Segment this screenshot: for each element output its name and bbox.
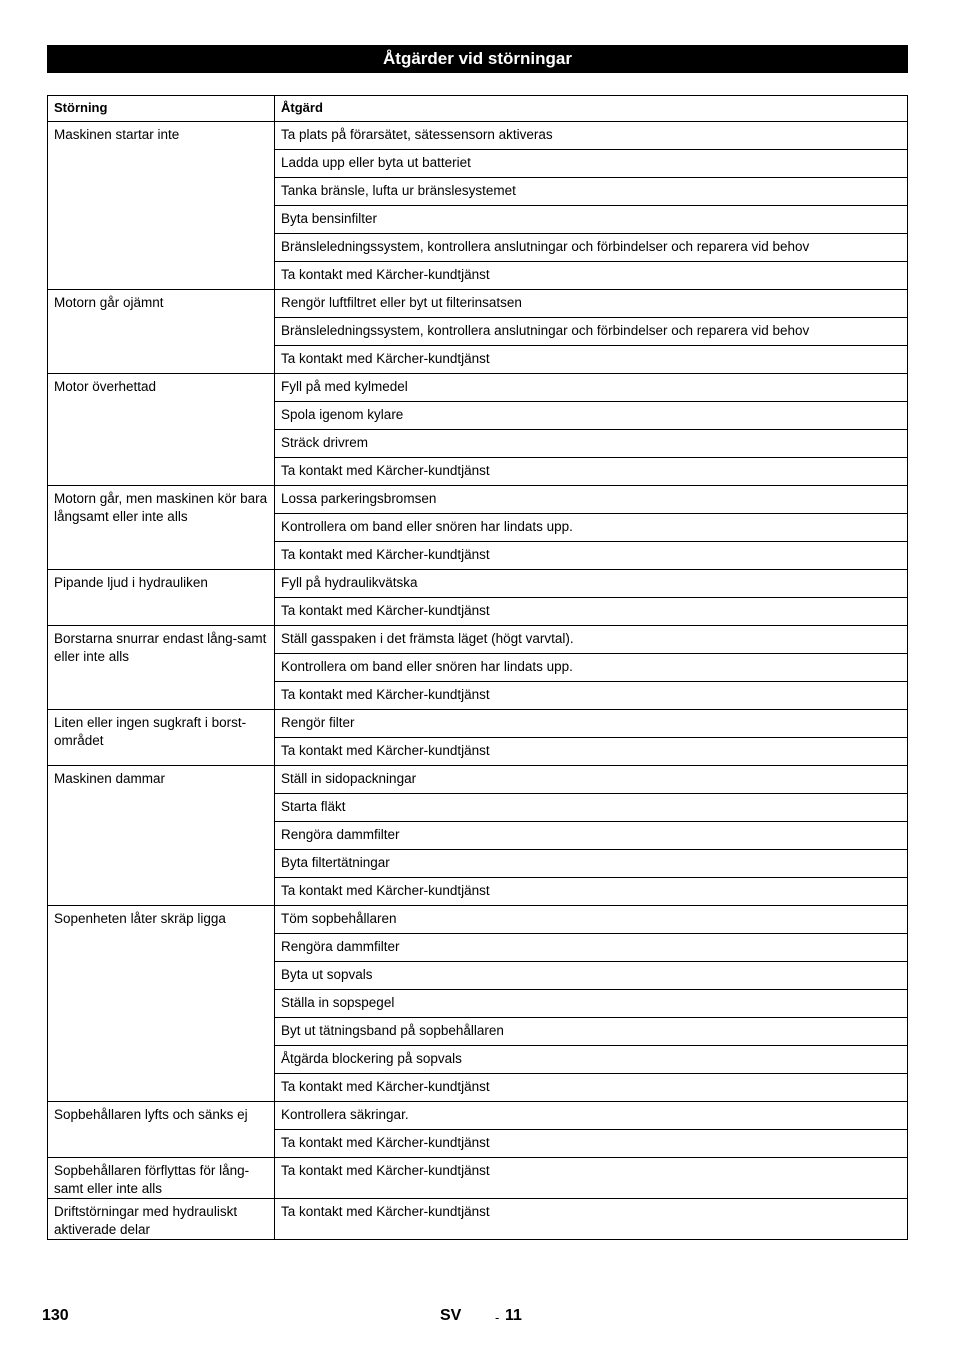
fault-cell: Liten eller ingen sugkraft i borst-området <box>48 710 275 766</box>
remedy-cell: Ta kontakt med Kärcher-kundtjänst <box>275 262 908 290</box>
remedy-cell: Rengöra dammfilter <box>275 934 908 962</box>
remedy-cell: Ta kontakt med Kärcher-kundtjänst <box>275 598 908 626</box>
remedy-cell: Ladda upp eller byta ut batteriet <box>275 150 908 178</box>
fault-cell: Maskinen dammar <box>48 766 275 906</box>
remedy-cell: Rengöra dammfilter <box>275 822 908 850</box>
remedy-cell: Ta kontakt med Kärcher-kundtjänst <box>275 682 908 710</box>
remedy-cell: Kontrollera om band eller snören har lindats upp. <box>275 514 908 542</box>
remedy-cell: Bränsleledningssystem, kontrollera anslutningar och förbindelser och reparera vid behov <box>275 318 908 346</box>
remedy-cell: Ta kontakt med Kärcher-kundtjänst <box>275 542 908 570</box>
page-number: 130 <box>42 1307 69 1324</box>
remedy-cell: Åtgärda blockering på sopvals <box>275 1046 908 1074</box>
remedy-cell: Lossa parkeringsbromsen <box>275 486 908 514</box>
remedy-cell: Fyll på hydraulikvätska <box>275 570 908 598</box>
table-row <box>48 1199 908 1240</box>
remedy-cell: Ta kontakt med Kärcher-kundtjänst <box>275 1158 908 1199</box>
remedy-cell: Töm sopbehållaren <box>275 906 908 934</box>
remedy-cell: Kontrollera om band eller snören har lindats upp. <box>275 654 908 682</box>
fault-cell: Sopenheten låter skräp ligga <box>48 906 275 1102</box>
table-row <box>48 710 908 738</box>
remedy-cell: Spola igenom kylare <box>275 402 908 430</box>
sub-page-number: 11 <box>505 1307 522 1324</box>
remedy-cell: Byta ut sopvals <box>275 962 908 990</box>
table-row <box>48 290 908 318</box>
remedy-cell: Byta bensinfilter <box>275 206 908 234</box>
table-row <box>48 374 908 402</box>
remedy-cell: Tanka bränsle, lufta ur bränslesystemet <box>275 178 908 206</box>
fault-cell: Motorn går, men maskinen kör bara långsamt eller inte alls <box>48 486 275 570</box>
remedy-cell: Sträck drivrem <box>275 430 908 458</box>
remedy-cell: Byt ut tätningsband på sopbehållaren <box>275 1018 908 1046</box>
table-row <box>48 626 908 654</box>
header-remedy: Åtgärd <box>275 96 908 122</box>
table-row <box>48 766 908 794</box>
remedy-cell: Starta fläkt <box>275 794 908 822</box>
table-row <box>48 122 908 150</box>
fault-cell: Borstarna snurrar endast lång-samt eller inte alls <box>48 626 275 710</box>
remedy-cell: Ställa in sopspegel <box>275 990 908 1018</box>
section-title: Åtgärder vid störningar <box>47 45 908 73</box>
table-row <box>48 1102 908 1130</box>
remedy-cell: Ta kontakt med Kärcher-kundtjänst <box>275 458 908 486</box>
remedy-cell: Ställ in sidopackningar <box>275 766 908 794</box>
remedy-cell: Ta plats på förarsätet, sätessensorn aktiveras <box>275 122 908 150</box>
remedy-cell: Ta kontakt med Kärcher-kundtjänst <box>275 1199 908 1240</box>
remedy-cell: Rengör filter <box>275 710 908 738</box>
remedy-cell: Bränsleledningssystem, kontrollera anslutningar och förbindelser och reparera vid behov <box>275 234 908 262</box>
fault-cell: Driftstörningar med hydrauliskt aktiverade delar <box>48 1199 275 1240</box>
page-separator: - <box>495 1310 500 1325</box>
fault-cell: Pipande ljud i hydrauliken <box>48 570 275 626</box>
fault-cell: Maskinen startar inte <box>48 122 275 290</box>
remedy-cell: Ställ gasspaken i det främsta läget (högt varvtal). <box>275 626 908 654</box>
table-body <box>48 122 908 1240</box>
fault-cell: Sopbehållaren förflyttas för lång-samt eller inte alls <box>48 1158 275 1199</box>
remedy-cell: Ta kontakt med Kärcher-kundtjänst <box>275 1130 908 1158</box>
table-row <box>48 906 908 934</box>
language-code: SV <box>440 1307 462 1324</box>
fault-cell: Motor överhettad <box>48 374 275 486</box>
remedy-cell: Rengör luftfiltret eller byt ut filterinsatsen <box>275 290 908 318</box>
troubleshooting-table <box>47 95 908 1240</box>
remedy-cell: Kontrollera säkringar. <box>275 1102 908 1130</box>
header-fault: Störning <box>48 96 275 122</box>
remedy-cell: Ta kontakt med Kärcher-kundtjänst <box>275 878 908 906</box>
fault-cell: Motorn går ojämnt <box>48 290 275 374</box>
fault-cell: Sopbehållaren lyfts och sänks ej <box>48 1102 275 1158</box>
remedy-cell: Ta kontakt med Kärcher-kundtjänst <box>275 1074 908 1102</box>
remedy-cell: Byta filtertätningar <box>275 850 908 878</box>
remedy-cell: Ta kontakt med Kärcher-kundtjänst <box>275 738 908 766</box>
remedy-cell: Fyll på med kylmedel <box>275 374 908 402</box>
table-row <box>48 486 908 514</box>
table-row <box>48 1158 908 1199</box>
table-header-row <box>48 96 908 122</box>
table-row <box>48 570 908 598</box>
remedy-cell: Ta kontakt med Kärcher-kundtjänst <box>275 346 908 374</box>
